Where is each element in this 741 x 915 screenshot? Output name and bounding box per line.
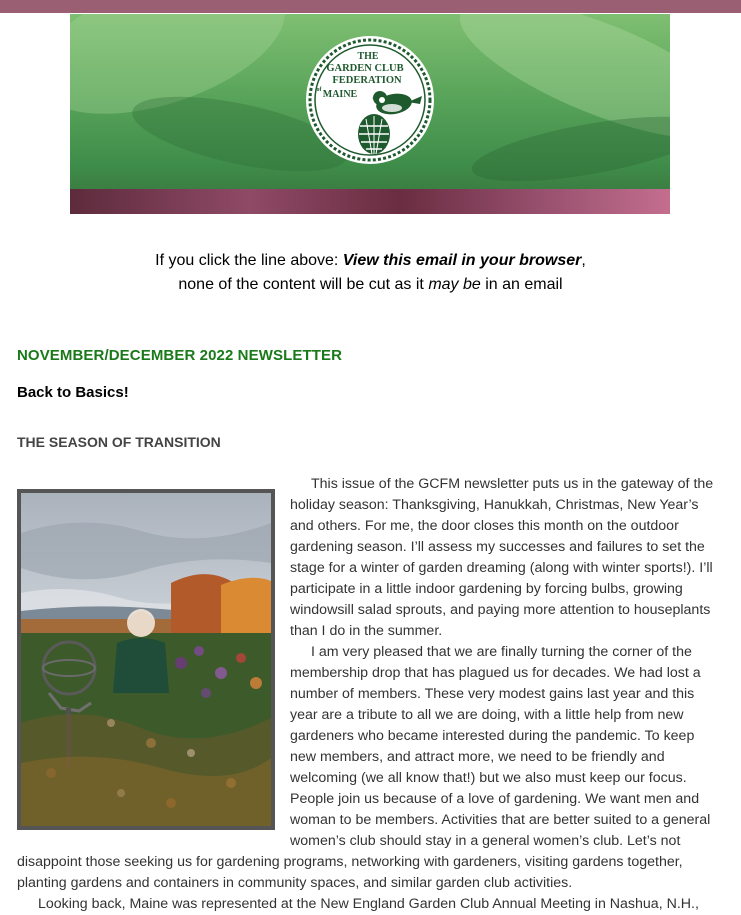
- article-paragraph: I am very pleased that we are finally turning the corner of the membership drop that has plagued us for decades. We had lost a number of members. These very modest gains last year and this year are a tribute to all we are doing, with a little help from new gardeners who became interested during the pandemic. To keep new members, and attract more, we need to be friendly and welcoming (we all know that!) but we also must keep our focus. People join us because of a love of gardening. We want men and woman to be members. Activities that are better suited to a general women’s club should stay in a general women’s club. Let’s not disappoint those seeking us for gardening programs, networking with gardeners, visiting gardens together, planting gardens and containers in community spaces, and similar garden club activities.: [17, 644, 711, 891]
- newsletter-article: [17, 474, 723, 915]
- top-color-bar: [0, 0, 741, 13]
- banner-leaf-shape: [467, 104, 670, 195]
- article-paragraph: Looking back, Maine was represented at the New England Garden Club Annual Meeting in Nashua, N.H.,: [38, 896, 699, 912]
- section-heading: Back to Basics!: [17, 384, 129, 401]
- newsletter-title: NOVEMBER/DECEMBER 2022 NEWSLETTER: [17, 347, 343, 364]
- article-paragraph: This issue of the GCFM newsletter puts us in the gateway of the holiday season: Thanksgiving, Hanukkah, Christmas, New Year’s and others. For me, the door closes this month on the outdoor gardening season. I’ll assess my successes and failures to set the stage for a winter of garden dreaming (along with winter sports!). I’ll participate in a little indoor gardening by forcing bulbs, growing windowsill salad sprouts, and paying more attention to houseplants than I do in the summer.: [290, 476, 714, 639]
- view-notice-suffix: ,: [581, 252, 586, 269]
- logo-line-1: THE: [357, 51, 379, 62]
- pine-cone-illustration: [358, 114, 390, 154]
- logo-line-3: FEDERATION: [332, 75, 402, 86]
- logo-line-2: GARDEN CLUB: [326, 63, 404, 74]
- gcfm-seal-logo: [304, 34, 436, 166]
- header-banner[interactable]: [70, 14, 670, 214]
- view-notice-prefix: If you click the line above:: [155, 252, 343, 269]
- garden-photo-illustration: [21, 493, 271, 826]
- woman-in-garden-photo: [17, 489, 275, 830]
- banner-flower-band: [70, 189, 670, 214]
- view-notice-line2-prefix: none of the content will be cut as it: [178, 276, 429, 293]
- view-notice-emphasis: may be: [428, 276, 481, 293]
- logo-line-5: MAINE: [322, 89, 358, 100]
- view-in-browser-notice: [0, 249, 741, 297]
- logo-line-4: of: [316, 87, 322, 93]
- view-in-browser-link[interactable]: View this email in your browser: [342, 252, 582, 269]
- view-notice-line2-suffix: in an email: [480, 276, 563, 293]
- subsection-heading: THE SEASON OF TRANSITION: [17, 434, 221, 450]
